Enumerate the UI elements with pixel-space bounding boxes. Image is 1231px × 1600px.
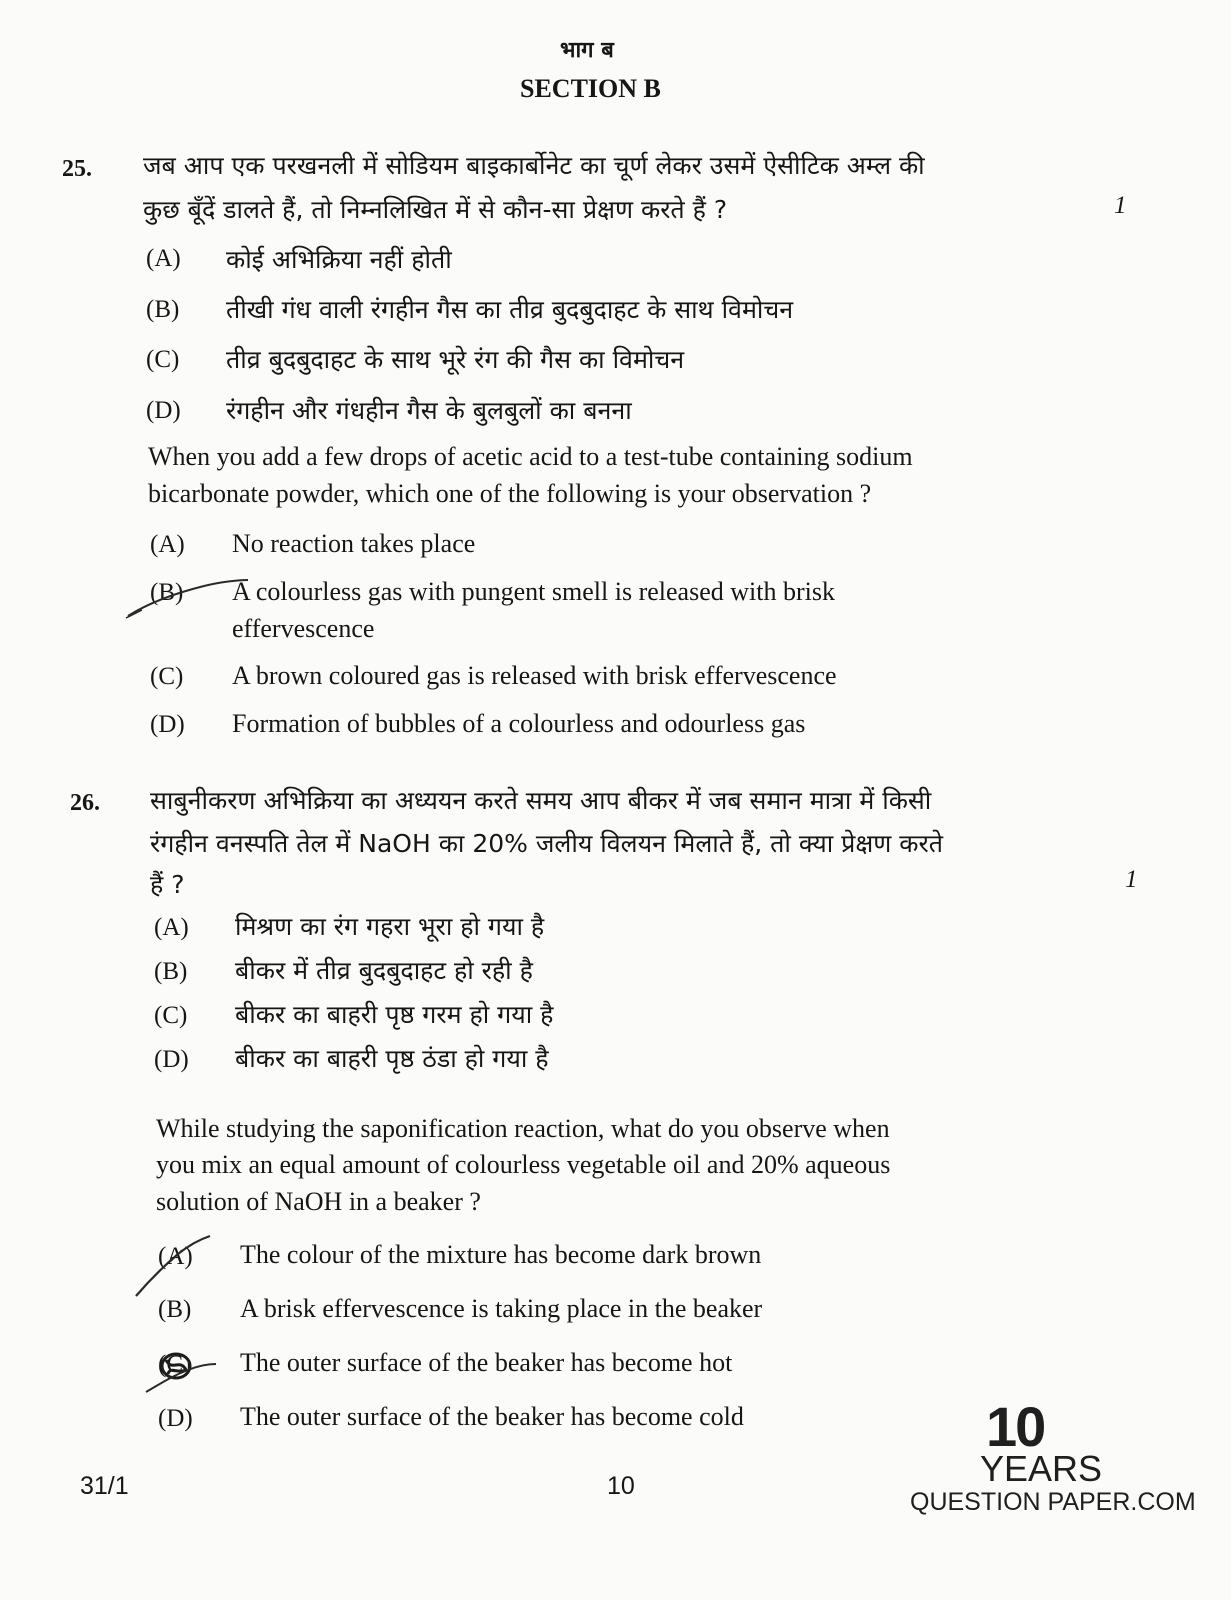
watermark-number: 10 (986, 1395, 1045, 1458)
option-label: (A) (154, 914, 189, 941)
option-text-english: Formation of bubbles of a colourless and odourless gas (232, 709, 806, 738)
question-hindi-line: रंगहीन वनस्पति तेल में NaOH का 20% जलीय विलयन मिलाते हैं, तो क्या प्रेक्षण करते (150, 829, 943, 858)
watermark-word: YEARS (980, 1448, 1103, 1489)
pen-scribble-mark (142, 1346, 222, 1396)
option-text-english: A brown coloured gas is released with brisk effervescence (232, 661, 837, 690)
option-text-english: A colourless gas with pungent smell is released with brisk (232, 577, 835, 606)
question-hindi-line: कुछ बूँदें डालते हैं, तो निम्नलिखित में से कौन-सा प्रेक्षण करते हैं ? (143, 195, 728, 224)
marks-label: 1 (1114, 192, 1127, 219)
option-text-english: The outer surface of the beaker has become hot (240, 1348, 733, 1377)
option-text-hindi: बीकर का बाहरी पृष्ठ ठंडा हो गया है (235, 1044, 549, 1073)
question-english-line: bicarbonate powder, which one of the following is your observation ? (148, 479, 872, 508)
pen-strike-mark (120, 572, 260, 622)
option-label: (C) (146, 346, 180, 373)
question-hindi-line: हैं ? (150, 870, 185, 899)
option-label: (A) (158, 1243, 193, 1270)
option-text-english: The outer surface of the beaker has become cold (240, 1402, 744, 1431)
question-english-line: While studying the saponification reaction, what do you observe when (156, 1114, 890, 1143)
option-label: (D) (154, 1046, 189, 1073)
option-label: (C) (150, 663, 184, 690)
option-text-hindi: तीखी गंध वाली रंगहीन गैस का तीव्र बुदबुदाहट के साथ विमोचन (226, 295, 794, 324)
option-text-hindi: रंगहीन और गंधहीन गैस के बुलबुलों का बनना (226, 396, 632, 425)
option-text-hindi: तीव्र बुदबुदाहट के साथ भूरे रंग की गैस का विमोचन (226, 345, 685, 374)
question-hindi-line: साबुनीकरण अभिक्रिया का अध्ययन करते समय आप बीकर में जब समान मात्रा में किसी (150, 786, 932, 815)
marks-label: 1 (1125, 866, 1138, 893)
question-hindi-line: जब आप एक परखनली में सोडियम बाइकार्बोनेट का चूर्ण लेकर उसमें ऐसीटिक अम्ल की (143, 151, 925, 180)
option-text-hindi: बीकर का बाहरी पृष्ठ गरम हो गया है (235, 1000, 554, 1029)
question-number: 26. (70, 790, 100, 816)
option-label: (D) (146, 397, 181, 424)
option-label: (B) (154, 958, 188, 985)
option-label: (B) (150, 579, 184, 606)
option-text-english-continued: effervescence (232, 614, 375, 643)
section-title: SECTION B (520, 74, 661, 103)
option-text-hindi: मिश्रण का रंग गहरा भूरा हो गया है (235, 912, 545, 941)
option-label: (B) (146, 296, 180, 323)
option-text-english: The colour of the mixture has become dark brown (240, 1240, 762, 1269)
option-label: (D) (158, 1405, 193, 1432)
option-label: (B) (158, 1296, 192, 1323)
question-number: 25. (62, 156, 92, 182)
paper-code: 31/1 (80, 1472, 129, 1500)
section-hindi-title: भाग ब (560, 37, 614, 63)
option-label: (A) (150, 531, 185, 558)
watermark-site: QUESTION PAPER.COM (910, 1488, 1196, 1516)
option-label: (C) (154, 1002, 188, 1029)
option-text-english: A brisk effervescence is taking place in the beaker (240, 1294, 763, 1323)
option-text-hindi: बीकर में तीव्र बुदबुदाहट हो रही है (235, 956, 533, 985)
page-number: 10 (607, 1472, 635, 1500)
option-text-english: No reaction takes place (232, 529, 476, 558)
option-text-hindi: कोई अभिक्रिया नहीं होती (226, 245, 452, 274)
option-label: (D) (150, 711, 185, 738)
option-label: (A) (146, 245, 181, 272)
question-english-line: When you add a few drops of acetic acid to a test-tube containing sodium (148, 442, 913, 471)
pen-tick-mark (130, 1232, 220, 1302)
question-english-line: solution of NaOH in a beaker ? (156, 1187, 481, 1216)
option-label: (C) (158, 1351, 192, 1378)
question-english-line: you mix an equal amount of colourless vegetable oil and 20% aqueous (156, 1150, 891, 1179)
